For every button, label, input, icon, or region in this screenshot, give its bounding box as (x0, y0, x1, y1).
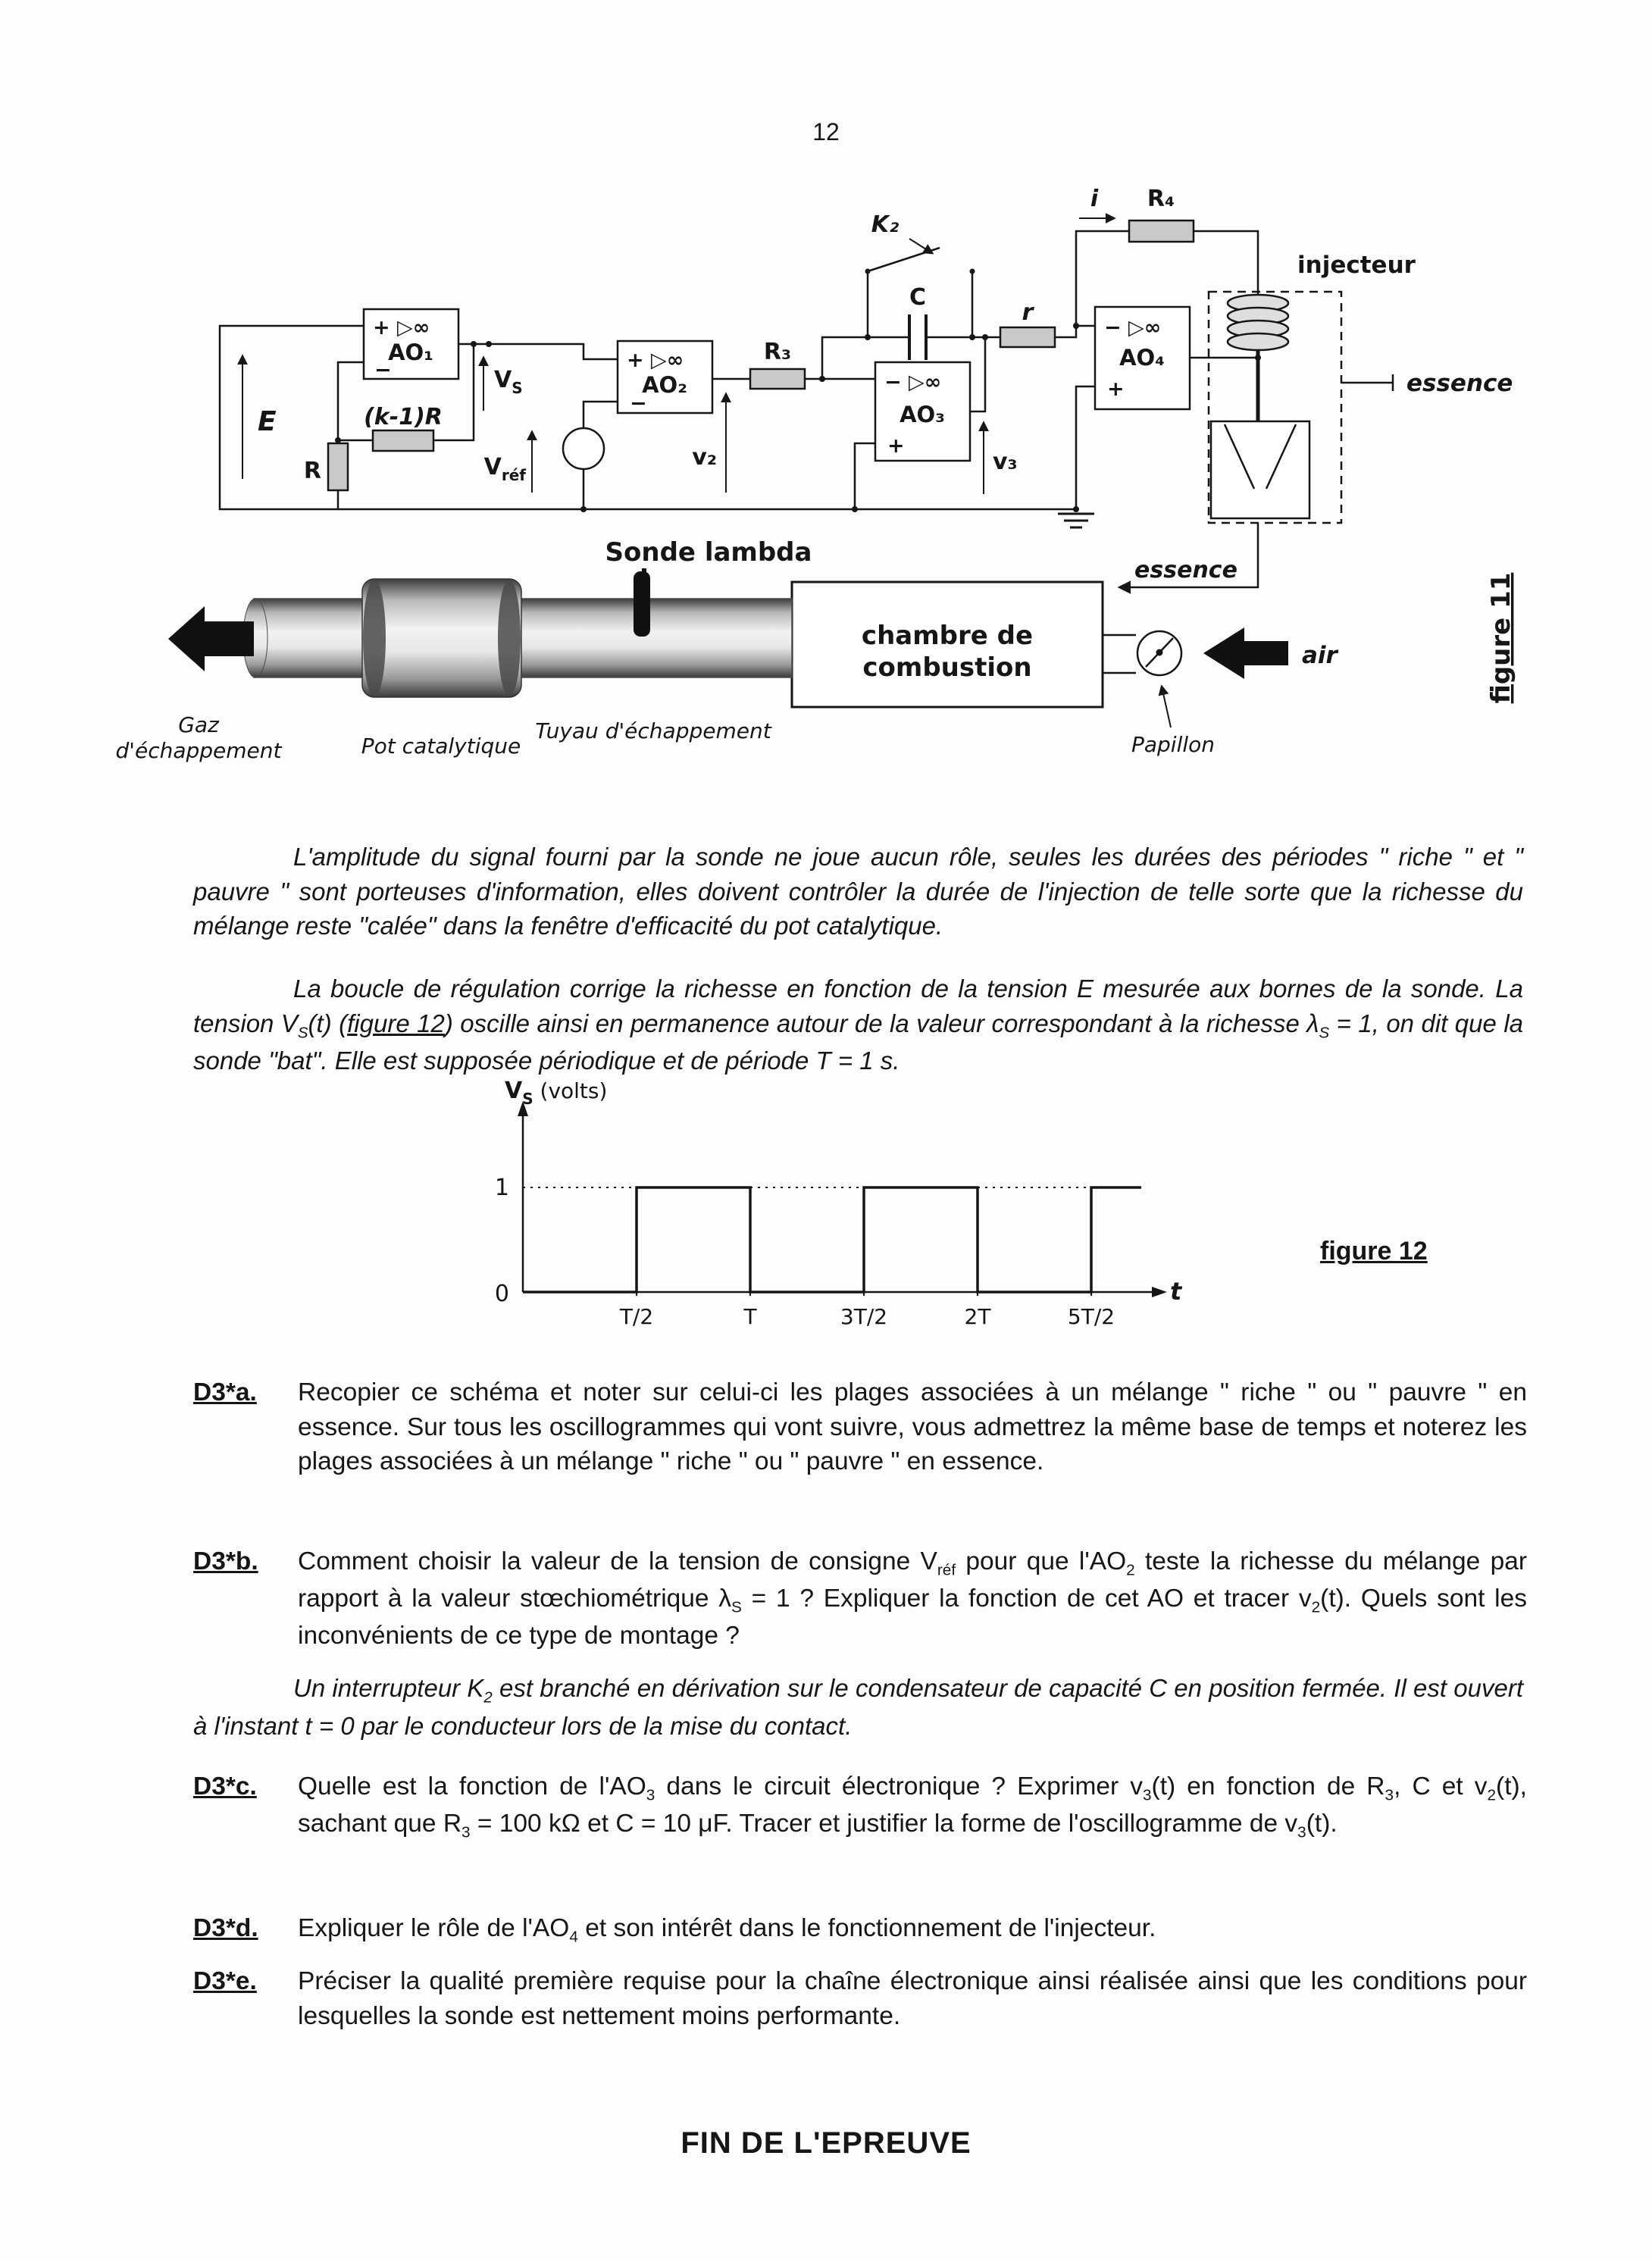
question-d3c-body: Quelle est la fonction de $l'AO_3$ dans le circuit électronique ? Exprimer $v_3(t)$ en fonction de $R_3$, C et $v_2(t)$, sachant que $R_3 = 100$ kΩ et C = 10 μF. Tracer et justifier la forme de l'oscillogramme de $v_3(t)$. (298, 1772, 1527, 1841)
vref-source-icon (563, 428, 604, 469)
resistor-k1R (373, 430, 433, 451)
label-R4: R₄ (1147, 186, 1175, 212)
ground-icon (1058, 514, 1094, 527)
intro-paragraph-1: L'amplitude du signal fourni par la sonde ne joue aucun rôle, seules les durées des périodes " riche " et " pauvre " sont porteuses d'information, elles doivent contrôler la durée de l'injection de telle sorte que la richesse du mélange reste "calée" dans la fenêtre d'efficacité du pot catalytique. (193, 843, 1523, 940)
vs-waveform (523, 1187, 1141, 1292)
label-sonde-lambda: Sonde lambda (605, 537, 812, 568)
label-r: r (1022, 299, 1034, 326)
question-d3e-label: D3*e. (193, 1967, 257, 1995)
chamber-label-2: combustion (862, 652, 1032, 683)
intro-paragraph-2: La boucle de régulation corrige la richesse en fonction de la tension E mesurée aux bornes de la sonde. La tension $V_S(t)$ (figure 12) oscille ainsi en permanence autour de la valeur correspondant à la richesse $\lambda_S = 1$, on dit que la sonde "bat". Elle est supposée périodique et de période T = 1 s. (193, 975, 1524, 1075)
figure12-caption: figure 12 (1320, 1237, 1428, 1266)
label-papillon: Papillon (1131, 732, 1216, 757)
note-paragraph: Un interrupteur $K_2$ est branché en dérivation sur le condensateur de capacité C en position fermée. Il est ouvert à l'instant t = 0 par le conducteur lors de la mise du contact. (193, 1674, 1523, 1740)
question-d3c (193, 1769, 1527, 1844)
tick-T2: T/2 (619, 1304, 654, 1329)
tick-T: T (743, 1304, 757, 1329)
label-R3: R₃ (763, 339, 792, 365)
resistor-R (328, 443, 348, 490)
label-v3: v₃ (993, 449, 1018, 475)
injector-coil-icon (1228, 295, 1288, 350)
catalytic-converter (362, 579, 521, 697)
arrow-papillon (1162, 687, 1171, 727)
label-E: E (258, 406, 277, 437)
resistor-r (1000, 327, 1055, 347)
question-d3b-body: Comment choisir la valeur de la tension de consigne $V_{réf}$ pour que $l'AO_2$ teste la richesse du mélange par rapport à la valeur stœchiométrique $\lambda_S = 1$ ? Expliquer la fonction de cet AO et tracer $v_2(t)$. Quels sont les inconvénients de ce type de montage ? (298, 1547, 1527, 1650)
question-d3d-body: Expliquer le rôle de $l'AO_4$ et son intérêt dans le fonctionnement de l'injecteur. (298, 1914, 1156, 1946)
converter-band-left (363, 580, 386, 696)
question-d3d-label: D3*d. (193, 1914, 258, 1942)
ao3-plus: + (887, 434, 905, 458)
tick-5T2: 5T/2 (1067, 1304, 1115, 1329)
ao1-minus: − (374, 358, 392, 382)
question-d3c-label: D3*c. (193, 1772, 257, 1801)
end-of-exam: FIN DE L'EPREUVE (681, 2126, 971, 2160)
label-essence-right: essence (1406, 370, 1513, 397)
ao2-symbol: + ▷∞ (627, 349, 684, 372)
exhaust-pipe (254, 599, 792, 677)
fig12-level0: 0 (494, 1281, 509, 1307)
label-essence-feed: essence (1134, 557, 1237, 583)
label-i: i (1090, 186, 1099, 212)
question-d3b-label: D3*b. (193, 1547, 258, 1575)
fig12-ylabel: $V_S$ (volts) (505, 1078, 608, 1108)
label-v2: v₂ (692, 444, 717, 471)
question-d3a (193, 1375, 1527, 1479)
figure11-diagram (0, 0, 1652, 803)
question-d3e (193, 1964, 1527, 2033)
question-d3e-body: Préciser la qualité première requise pour la chaîne électronique ainsi réalisée ainsi que les conditions pour lesquelles la sonde est nettement moins performante. (298, 1967, 1527, 2030)
capacitor-C (909, 314, 926, 360)
label-air: air (1302, 642, 1338, 669)
label-k1R: (k-1)R (364, 404, 443, 430)
chamber-label-1: chambre de (861, 621, 1034, 651)
lambda-probe-icon (634, 571, 650, 637)
tick-2T: 2T (964, 1304, 991, 1329)
ao4-label: AO₄ (1119, 345, 1165, 371)
ao3-label: AO₃ (900, 402, 945, 427)
page-number: 12 (812, 118, 840, 145)
label-C: C (909, 284, 927, 311)
ao2-minus: − (630, 392, 647, 415)
label-gaz-2: d'échappement (115, 738, 282, 763)
label-injecteur: injecteur (1297, 252, 1416, 279)
fig12-level1: 1 (494, 1175, 509, 1201)
ao3-symbol: − ▷∞ (884, 371, 942, 394)
arrow-K2 (909, 239, 932, 253)
fig12-xlabel: t (1170, 1277, 1182, 1306)
figure12-chart (455, 1065, 1212, 1345)
converter-band-right (498, 580, 521, 696)
resistor-R4 (1129, 221, 1194, 242)
question-d3a-label: D3*a. (193, 1378, 257, 1406)
label-Vref: $V_{réf}$ (483, 454, 526, 484)
resistor-R3 (750, 369, 805, 389)
question-d3d (193, 1911, 1527, 1948)
question-d3b (193, 1544, 1527, 1653)
air-arrow-icon (1203, 627, 1288, 679)
label-Vs: $V_S$ (494, 367, 523, 397)
label-R: R (303, 458, 321, 484)
ao4-plus: + (1107, 377, 1125, 401)
x-axis-arrow (1152, 1287, 1167, 1297)
question-d3a-body: Recopier ce schéma et noter sur celui-ci les plages associées à un mélange " riche " ou " pauvre " en essence. Sur tous les oscillogrammes qui vont suivre, vous admettrez la même base de temps et noterez les plages associées à un mélange " riche " ou " pauvre " en essence. (298, 1378, 1527, 1476)
tick-3T2: 3T/2 (840, 1304, 888, 1329)
ao2-label: AO₂ (642, 372, 687, 398)
ao1-symbol: + ▷∞ (373, 316, 430, 339)
label-gaz-1: Gaz (178, 712, 219, 737)
label-K2: K₂ (871, 211, 900, 238)
ao1-label: AO₁ (388, 339, 433, 365)
figure11-caption: figure 11 (1486, 572, 1516, 704)
label-tuyau: Tuyau d'échappement (535, 718, 771, 743)
throttle-shaft (1156, 649, 1163, 656)
exhaust-arrow-icon (168, 606, 254, 671)
label-pot-catalytique: Pot catalytique (361, 734, 521, 759)
ao4-symbol: − ▷∞ (1104, 316, 1162, 339)
injector-valve (1211, 421, 1309, 518)
